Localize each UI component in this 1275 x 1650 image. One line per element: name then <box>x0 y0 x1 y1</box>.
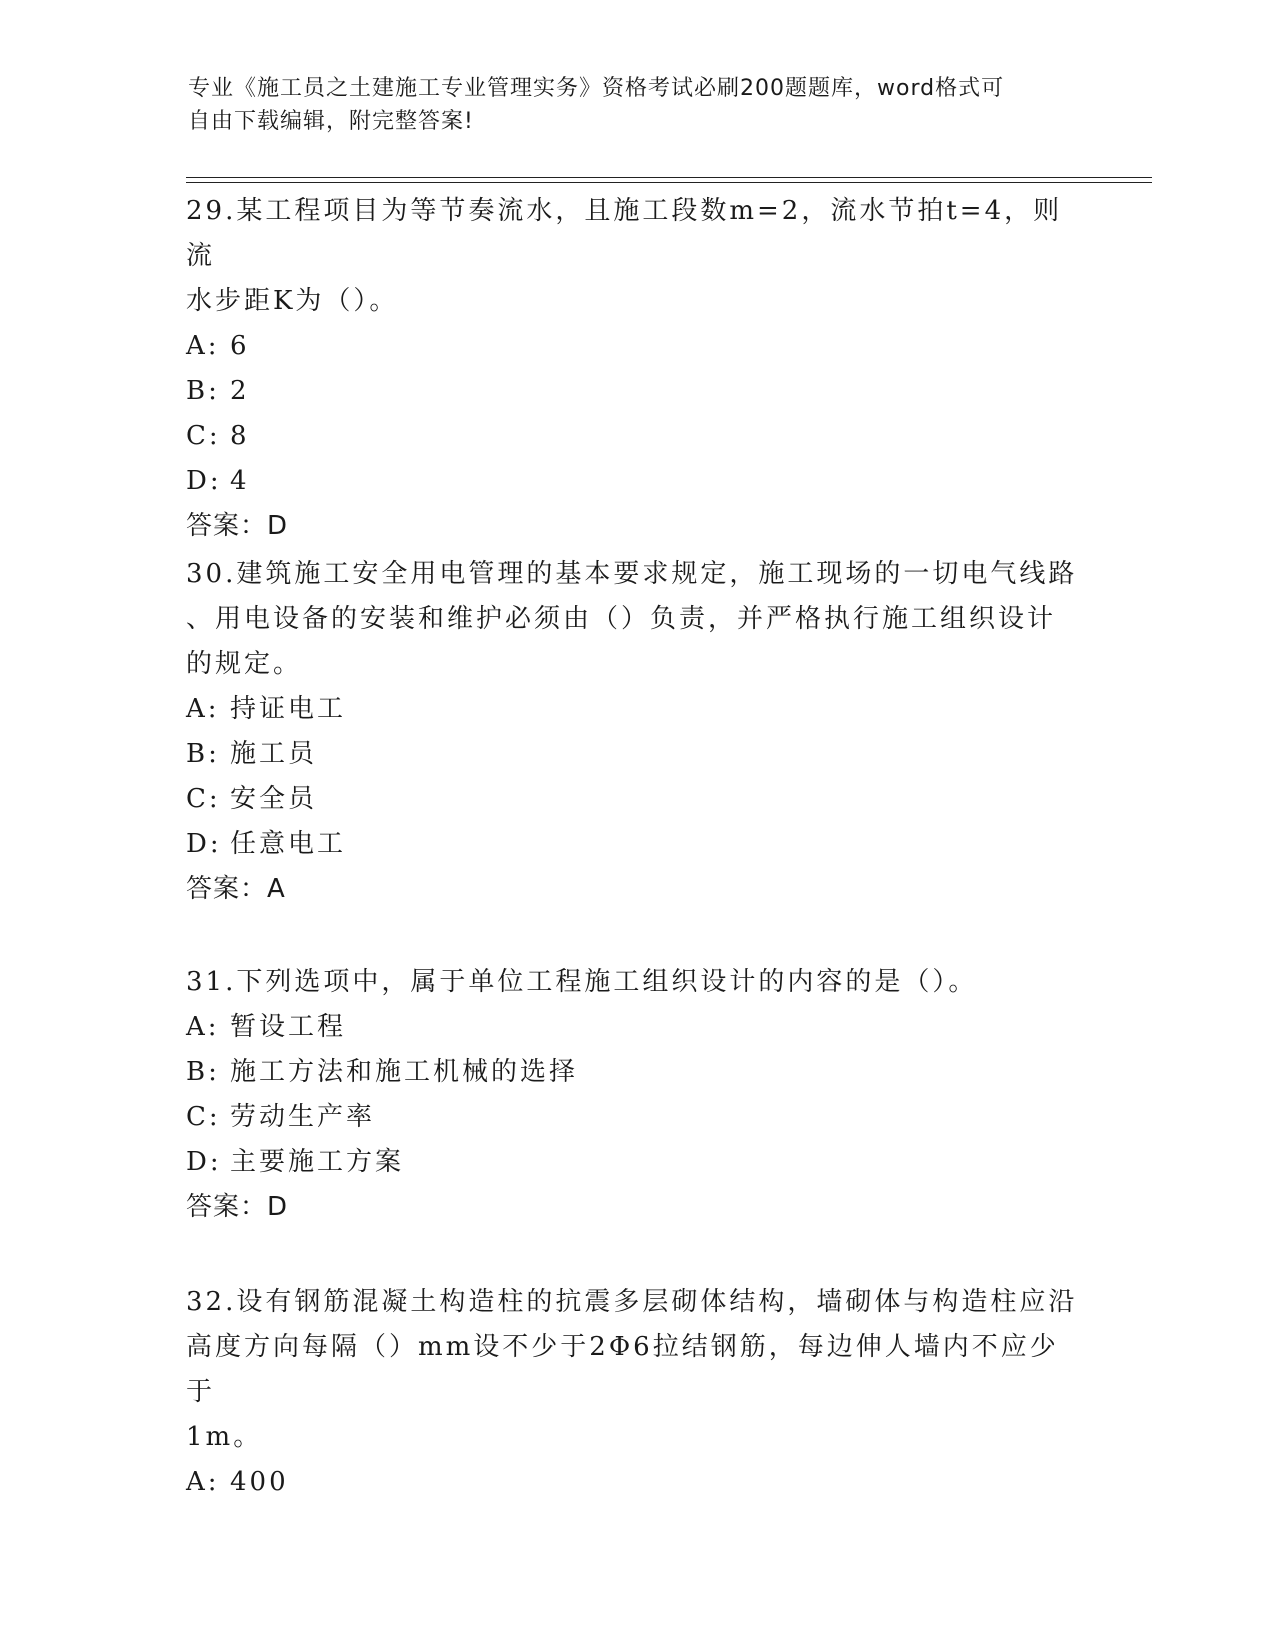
option-text: 主要施工方案 <box>230 1147 405 1177</box>
option-letter: D: <box>186 829 222 859</box>
option-text: 400 <box>230 1467 289 1497</box>
header-divider-top <box>186 177 1152 178</box>
option-text: 施工员 <box>230 739 318 769</box>
question-stem-line: 31.下列选项中，属于单位工程施工组织设计的内容的是（）。 <box>186 967 978 997</box>
option-b <box>186 369 1086 414</box>
option-letter: A: <box>186 1467 220 1497</box>
option-c <box>186 777 1086 822</box>
option-text: 暂设工程 <box>230 1012 347 1042</box>
option-letter: B: <box>186 739 220 769</box>
question-29 <box>186 189 1086 549</box>
answer-line: 答案：D <box>186 511 289 541</box>
option-b <box>186 732 1086 777</box>
document-header <box>188 72 1068 138</box>
option-a <box>186 324 1086 369</box>
question-stem-line: 32.设有钢筋混凝土构造柱的抗震多层砌体结构，墙砌体与构造柱应沿 <box>186 1287 1078 1317</box>
question-stem-line: 1m。 <box>186 1422 263 1452</box>
option-a <box>186 687 1086 732</box>
option-c <box>186 414 1086 459</box>
option-text: 任意电工 <box>230 829 347 859</box>
option-letter: C: <box>186 421 221 451</box>
header-divider-bottom <box>186 182 1152 183</box>
question-stem-line: 高度方向每隔（）mm设不少于2Φ6拉结钢筋，每边伸人墙内不应少于 <box>186 1332 1059 1407</box>
question-stem-line: 30.建筑施工安全用电管理的基本要求规定，施工现场的一切电气线路 <box>186 559 1078 589</box>
option-a <box>186 1005 1086 1050</box>
answer-line: 答案：A <box>186 874 286 904</box>
question-30 <box>186 552 1086 912</box>
question-stem-line: 29.某工程项目为等节奏流水，且施工段数m=2，流水节拍t=4，则流 <box>186 196 1063 271</box>
option-letter: A: <box>186 1012 220 1042</box>
option-letter: D: <box>186 1147 222 1177</box>
header-line-2: 自由下载编辑，附完整答案! <box>188 109 474 134</box>
option-letter: B: <box>186 376 220 406</box>
option-d <box>186 822 1086 867</box>
question-stem-line: 的规定。 <box>186 649 303 679</box>
header-line-1: 专业《施工员之土建施工专业管理实务》资格考试必刷200题题库，word格式可 <box>188 76 1005 101</box>
question-stem <box>186 552 1086 687</box>
answer-line: 答案：D <box>186 1192 289 1222</box>
option-letter: C: <box>186 1102 221 1132</box>
option-letter: A: <box>186 694 220 724</box>
option-text: 安全员 <box>230 784 318 814</box>
question-stem <box>186 1280 1086 1460</box>
question-stem-line: 水步距K为（）。 <box>186 286 399 316</box>
option-letter: B: <box>186 1057 220 1087</box>
option-d <box>186 459 1086 504</box>
option-text: 施工方法和施工机械的选择 <box>230 1057 579 1087</box>
option-c <box>186 1095 1086 1140</box>
question-stem <box>186 960 1086 1005</box>
option-letter: C: <box>186 784 221 814</box>
option-a <box>186 1460 1086 1505</box>
question-32 <box>186 1280 1086 1505</box>
option-letter: A: <box>186 331 220 361</box>
question-stem <box>186 189 1086 324</box>
option-text: 劳动生产率 <box>230 1102 376 1132</box>
option-text: 8 <box>230 421 250 451</box>
option-text: 持证电工 <box>230 694 347 724</box>
question-31 <box>186 960 1086 1230</box>
option-d <box>186 1140 1086 1185</box>
option-text: 6 <box>230 331 250 361</box>
option-text: 4 <box>230 466 250 496</box>
option-text: 2 <box>230 376 250 406</box>
option-letter: D: <box>186 466 222 496</box>
question-stem-line: 、用电设备的安装和维护必须由（）负责，并严格执行施工组织设计 <box>186 604 1057 634</box>
option-b <box>186 1050 1086 1095</box>
